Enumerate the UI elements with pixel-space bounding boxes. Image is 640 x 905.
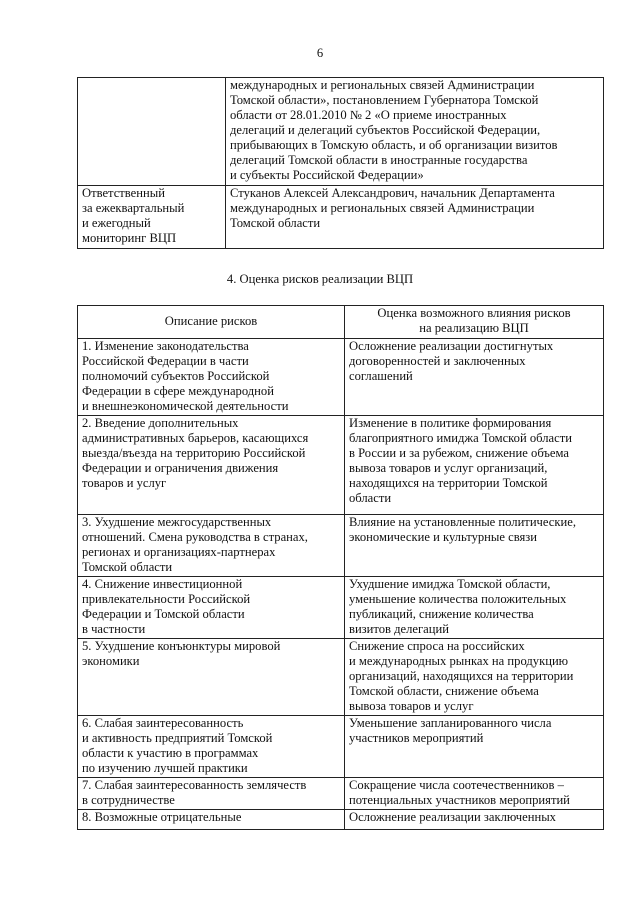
text-line: международных и региональных связей Администрации — [230, 201, 535, 215]
text-line: и активность предприятий Томской — [82, 731, 273, 745]
text-line: соглашений — [349, 369, 413, 383]
text-line: и международных рынках на продукцию — [349, 654, 569, 668]
text-line: Томской области — [82, 560, 173, 574]
risk-impact-cell — [345, 810, 604, 830]
text-line: потенциальных участников мероприятий — [349, 793, 570, 807]
risk-description-cell — [78, 716, 345, 778]
text-line: в России и за рубежом, снижение объема — [349, 446, 569, 460]
text-line: мониторинг ВЦП — [82, 231, 177, 245]
program-info-label-cell — [78, 186, 226, 249]
text-line: публикаций, снижение количества — [349, 607, 534, 621]
text-line: благоприятного имиджа Томской области — [349, 431, 572, 445]
text-line: визитов делегаций — [349, 622, 449, 636]
text-line: уменьшение количества положительных — [349, 592, 567, 606]
risk-row — [78, 716, 604, 778]
header-line: на реализацию ВЦП — [419, 321, 529, 335]
text-line: экономические и культурные связи — [349, 530, 537, 544]
risk-description-cell — [78, 778, 345, 810]
risk-description-cell — [78, 810, 345, 830]
text-line: Снижение спроса на российских — [349, 639, 525, 653]
text-line: 2. Введение дополнительных — [82, 416, 239, 430]
text-line: Федерации в сфере международной — [82, 384, 274, 398]
text-line: и внешнеэкономической деятельности — [82, 399, 289, 413]
text-line: Томской области, снижение объема — [349, 684, 539, 698]
text-line: Уменьшение запланированного числа — [349, 716, 552, 730]
risk-header-description — [78, 306, 345, 339]
text-line: Российской Федерации в части — [82, 354, 249, 368]
text-line: привлекательности Российской — [82, 592, 251, 606]
risk-table — [77, 305, 604, 830]
program-info-table — [77, 77, 604, 249]
risk-description-cell — [78, 639, 345, 716]
text-line: 4. Снижение инвестиционной — [82, 577, 243, 591]
risk-row — [78, 339, 604, 416]
text-line: участников мероприятий — [349, 731, 484, 745]
text-line: вывоза товаров и услуг — [349, 699, 474, 713]
text-line: организаций, находящихся на территории — [349, 669, 574, 683]
text-line: Стуканов Алексей Александрович, начальник Департамента — [230, 186, 555, 200]
risk-row — [78, 515, 604, 577]
risk-impact-cell — [345, 716, 604, 778]
risk-row — [78, 778, 604, 810]
program-info-label-cell — [78, 78, 226, 186]
page-number: 6 — [316, 46, 324, 60]
text-line: области от 28.01.2010 № 2 «О приеме иностранных — [230, 108, 507, 122]
text-line: экономики — [82, 654, 140, 668]
risk-row — [78, 577, 604, 639]
text-line: Ухудшение имиджа Томской области, — [349, 577, 551, 591]
text-line: 6. Слабая заинтересованность — [82, 716, 244, 730]
text-line: международных и региональных связей Администрации — [230, 78, 535, 92]
text-line: 1. Изменение законодательства — [82, 339, 249, 353]
header-line: Описание рисков — [164, 313, 258, 328]
risk-impact-cell — [345, 416, 604, 515]
text-line: Федерации и Томской области — [82, 607, 245, 621]
text-line: 3. Ухудшение межгосударственных — [82, 515, 272, 529]
text-line: Ответственный — [82, 186, 165, 200]
risk-impact-cell — [345, 577, 604, 639]
text-line: регионах и организациях-партнерах — [82, 545, 276, 559]
text-line: 8. Возможные отрицательные — [82, 810, 242, 824]
risk-impact-cell — [345, 339, 604, 416]
text-line: делегаций и делегаций субъектов Российской Федерации, — [230, 123, 541, 137]
text-line: Осложнение реализации достигнутых — [349, 339, 554, 353]
program-info-row-monitoring — [78, 186, 604, 249]
header-line: Оценка возможного влияния рисков — [377, 306, 571, 320]
text-line: в сотрудничестве — [82, 793, 175, 807]
text-line: договоренностей и заключенных — [349, 354, 526, 368]
risk-header-impact — [345, 306, 604, 339]
risk-row — [78, 810, 604, 830]
text-line: Изменение в политике формирования — [349, 416, 552, 430]
text-line: находящихся на территории Томской — [349, 476, 548, 490]
text-line: по изучению лучшей практики — [82, 761, 248, 775]
program-info-row-legal-basis — [78, 78, 604, 186]
program-info-value-cell — [226, 78, 604, 186]
text-line: области — [349, 491, 392, 505]
risk-impact-cell — [345, 778, 604, 810]
text-line: области к участию в программах — [82, 746, 259, 760]
risk-description-cell — [78, 339, 345, 416]
section-title: 4. Оценка рисков реализации ВЦП — [226, 272, 414, 286]
text-line: товаров и услуг — [82, 476, 167, 490]
risk-description-cell — [78, 577, 345, 639]
risk-row — [78, 416, 604, 515]
text-line: делегаций Томской области в иностранные государства — [230, 153, 528, 167]
text-line: 5. Ухудшение конъюнктуры мировой — [82, 639, 281, 653]
risk-row — [78, 639, 604, 716]
risk-impact-cell — [345, 639, 604, 716]
text-line: и ежегодный — [82, 216, 151, 230]
risk-table-header — [78, 306, 604, 339]
risk-impact-cell — [345, 515, 604, 577]
text-line: вывоза товаров и услуг организаций, — [349, 461, 548, 475]
text-line: Осложнение реализации заключенных — [349, 810, 556, 824]
text-line: и субъекты Российской Федерации» — [230, 168, 424, 182]
text-line: Влияние на установленные политические, — [349, 515, 576, 529]
text-line: Сокращение числа соотечественников – — [349, 778, 564, 792]
text-line: отношений. Смена руководства в странах, — [82, 530, 308, 544]
text-line: 7. Слабая заинтересованность землячеств — [82, 778, 307, 792]
program-info-value-cell — [226, 186, 604, 249]
risk-description-cell — [78, 515, 345, 577]
text-line: выезда/въезда на территорию Российской — [82, 446, 306, 460]
text-line: Томской области — [230, 216, 321, 230]
risk-description-cell — [78, 416, 345, 515]
text-line: прибывающих в Томскую область, и об организации визитов — [230, 138, 558, 152]
text-line: Томской области», постановлением Губернатора Томской — [230, 93, 539, 107]
text-line: в частности — [82, 622, 146, 636]
text-line: Федерации и ограничения движения — [82, 461, 279, 475]
text-line: административных барьеров, касающихся — [82, 431, 309, 445]
text-line: полномочий субъектов Российской — [82, 369, 270, 383]
text-line: за ежеквартальный — [82, 201, 185, 215]
